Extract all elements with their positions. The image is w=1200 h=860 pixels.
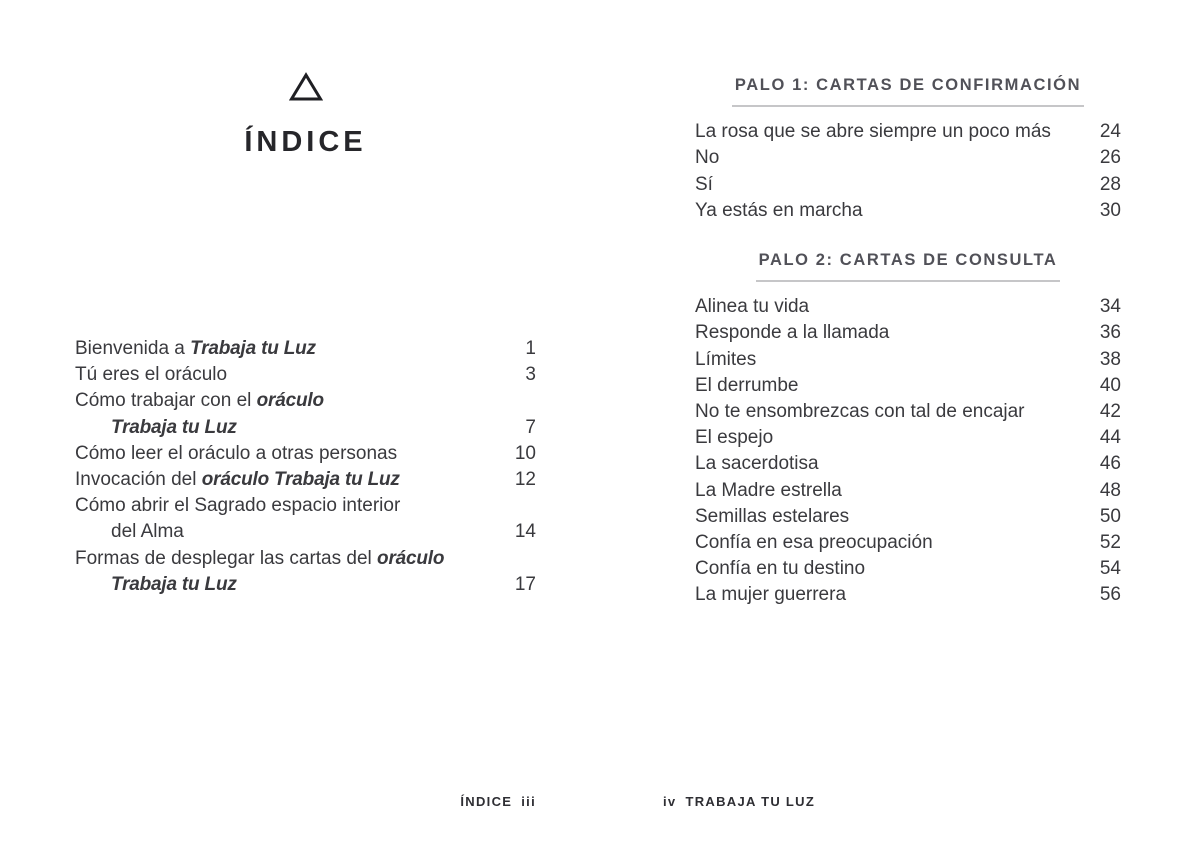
footer-page-number: iii <box>521 794 536 809</box>
toc-entry <box>695 530 1121 556</box>
toc-entry <box>695 347 1121 373</box>
left-page-footer <box>380 794 536 809</box>
toc-entry-title: La Madre estrella <box>695 479 842 501</box>
toc-entry-text-segment: Trabaja tu Luz <box>111 573 237 595</box>
toc-entry <box>75 467 536 493</box>
page-number: 17 <box>514 573 536 595</box>
page-number: 12 <box>514 469 536 491</box>
page-number: 24 <box>1099 121 1121 143</box>
toc-entry-title: Responde a la llamada <box>695 322 890 344</box>
toc-entry-title <box>75 495 400 516</box>
section-heading-wrap <box>695 247 1121 282</box>
triangle-logo-icon <box>289 72 323 102</box>
toc-entry <box>695 145 1121 171</box>
toc-entry-line <box>75 519 536 545</box>
toc-entry-line <box>75 467 536 493</box>
page-number: 56 <box>1099 584 1121 606</box>
page-number: 7 <box>525 416 536 438</box>
page-number: 46 <box>1099 453 1121 475</box>
toc-entry-title <box>75 572 237 598</box>
toc-entry-line <box>75 415 536 441</box>
toc-entry-text-segment: oráculo <box>377 547 445 569</box>
toc-entry <box>75 546 536 598</box>
toc-entry-text-segment: Tú eres el oráculo <box>75 364 228 386</box>
page-number: 1 <box>525 338 536 359</box>
page-number: 54 <box>1099 558 1121 580</box>
toc-entry-text-segment: Invocación del <box>75 469 202 491</box>
toc-entry-text-segment: Cómo trabajar con el <box>75 390 257 412</box>
section-heading-wrap <box>695 72 1121 107</box>
toc-entry-title: Límites <box>695 348 757 370</box>
toc-entry-line <box>75 441 536 467</box>
toc-entry-line <box>75 546 536 572</box>
toc-entry-text-segment: Cómo leer el oráculo a otras personas <box>75 442 398 464</box>
toc-entry-title <box>75 519 184 545</box>
footer-book-section: ÍNDICE <box>460 794 513 809</box>
page-number: 52 <box>1099 532 1121 554</box>
toc-entry-line <box>75 362 536 388</box>
page-number: 50 <box>1099 505 1121 527</box>
toc-entry <box>695 198 1121 224</box>
page-number: 38 <box>1099 348 1121 370</box>
toc-entry-text-segment: oráculo Trabaja tu Luz <box>201 469 400 491</box>
toc-entry-title <box>75 362 227 388</box>
toc-entry-title: Ya estás en marcha <box>695 199 863 221</box>
toc-entry-title: Semillas estelares <box>695 505 850 527</box>
toc-entry-title <box>75 390 324 411</box>
toc-entry <box>695 320 1121 346</box>
toc-entry-text-segment: Trabaja tu Luz <box>111 416 237 438</box>
page-number: 40 <box>1099 374 1121 396</box>
toc-entry-title <box>75 548 444 569</box>
section-entries <box>695 294 1121 608</box>
toc-entry <box>75 388 536 440</box>
toc-entry-title: Confía en tu destino <box>695 558 866 580</box>
toc-entry-text-segment: oráculo <box>256 390 324 412</box>
page-number: 48 <box>1099 479 1121 501</box>
toc-entry-title: Confía en esa preocupación <box>695 532 933 554</box>
toc-entry-title: No te ensombrezcas con tal de encajar <box>695 401 1025 423</box>
toc-entry-title: Sí <box>695 173 713 195</box>
toc-entry <box>695 119 1121 145</box>
toc-entry-line <box>75 388 536 414</box>
toc-entry <box>695 582 1121 608</box>
toc-entry-title: La rosa que se abre siempre un poco más <box>695 121 1051 143</box>
toc-entry-text-segment: del Alma <box>111 521 184 543</box>
toc-entry-text-segment: Formas de desplegar las cartas del <box>75 547 378 569</box>
page-number: 14 <box>514 521 536 543</box>
toc-entry-title: La sacerdotisa <box>695 453 819 475</box>
page-number: 3 <box>525 364 536 386</box>
toc-entry <box>695 478 1121 504</box>
page-title: ÍNDICE <box>244 126 367 158</box>
footer-page-number: iv <box>663 794 677 809</box>
toc-entry <box>75 362 536 388</box>
toc-entry <box>695 451 1121 477</box>
toc-entry <box>695 294 1121 320</box>
toc-entry-text-segment: Cómo abrir el Sagrado espacio interior <box>75 495 401 517</box>
toc-section <box>695 72 1121 224</box>
toc-entry <box>695 399 1121 425</box>
page-number: 28 <box>1099 173 1121 195</box>
toc-entry-text-segment: Bienvenida a <box>75 338 191 359</box>
toc-entry-title: El derrumbe <box>695 374 799 396</box>
page-number: 10 <box>514 442 536 464</box>
toc-entry-line <box>75 572 536 598</box>
toc-entry <box>695 425 1121 451</box>
toc-entry-line <box>75 493 536 519</box>
toc-entry <box>75 336 536 362</box>
page-number: 44 <box>1099 427 1121 449</box>
page-number: 36 <box>1099 322 1121 344</box>
page-number: 34 <box>1099 296 1121 318</box>
footer-book-title: TRABAJA TU LUZ <box>685 794 816 809</box>
toc-section <box>695 247 1121 609</box>
toc-entry <box>695 172 1121 198</box>
toc-entry-title <box>75 336 316 362</box>
right-page-footer <box>663 794 815 809</box>
toc-entry <box>695 504 1121 530</box>
toc-entry-title <box>75 441 397 467</box>
logo-wrap <box>75 72 536 107</box>
section-heading: PALO 2: CARTAS DE CONSULTA <box>756 247 1061 282</box>
toc-entry <box>75 441 536 467</box>
toc-entry <box>695 373 1121 399</box>
section-entries <box>695 119 1121 224</box>
toc-entry-line <box>75 336 536 362</box>
toc-entry <box>75 493 536 545</box>
toc-entry-title <box>75 467 400 493</box>
right-sections <box>695 72 1121 609</box>
toc-entry <box>695 556 1121 582</box>
toc-entry-title: No <box>695 147 720 169</box>
toc-entry-title: La mujer guerrera <box>695 584 847 606</box>
section-heading: PALO 1: CARTAS DE CONFIRMACIÓN <box>732 72 1084 107</box>
page-number: 42 <box>1099 401 1121 423</box>
page-number: 30 <box>1099 199 1121 221</box>
right-page <box>600 0 1200 860</box>
page-number: 26 <box>1099 147 1121 169</box>
toc-entry-title: Alinea tu vida <box>695 296 810 318</box>
toc-entry-title <box>75 415 237 441</box>
toc-entry-text-segment: Trabaja tu Luz <box>190 338 316 359</box>
toc-entry-title: El espejo <box>695 427 774 449</box>
left-toc <box>75 336 536 598</box>
